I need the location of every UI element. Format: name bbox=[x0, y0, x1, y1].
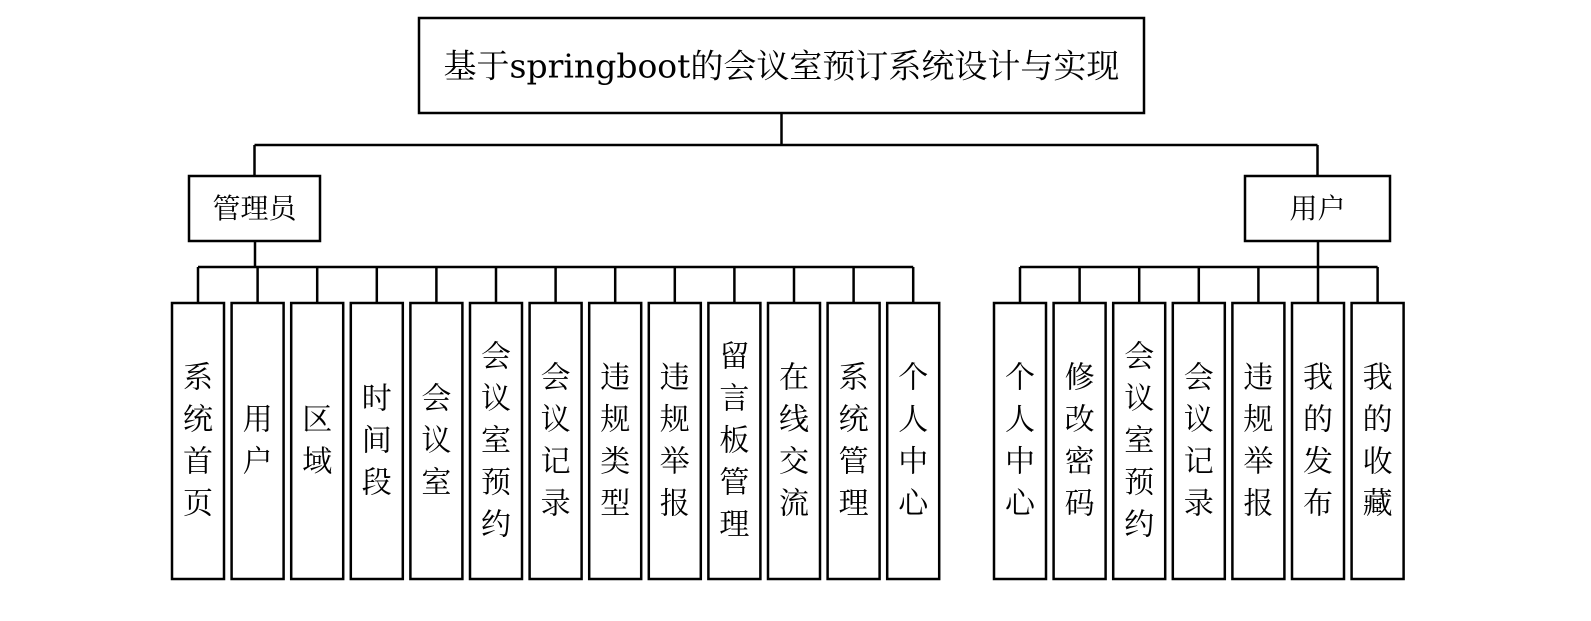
module-box bbox=[828, 303, 880, 579]
user-module-4 bbox=[1173, 303, 1225, 579]
module-label: 会议记录 bbox=[540, 360, 571, 522]
module-box bbox=[1292, 303, 1344, 579]
module-box bbox=[172, 303, 224, 579]
user-module-7 bbox=[1352, 303, 1404, 579]
module-label: 违规类型 bbox=[600, 360, 631, 522]
role-label-admin: 管理员 bbox=[212, 192, 297, 225]
admin-module-13 bbox=[887, 303, 939, 579]
module-label: 个人中心 bbox=[898, 360, 929, 522]
module-box bbox=[291, 303, 343, 579]
admin-module-2 bbox=[232, 303, 284, 579]
module-label: 系统管理 bbox=[838, 360, 869, 522]
module-box bbox=[768, 303, 820, 579]
root-node bbox=[419, 18, 1144, 113]
module-box bbox=[232, 303, 284, 579]
module-label: 违规举报 bbox=[1243, 360, 1274, 522]
module-label: 个人中心 bbox=[1005, 360, 1035, 522]
admin-module-6 bbox=[470, 303, 522, 579]
module-label: 区域 bbox=[302, 402, 333, 480]
admin-module-1 bbox=[172, 303, 224, 579]
diagram-title: 基于springboot的会议室预订系统设计与实现 bbox=[443, 46, 1120, 86]
admin-module-3 bbox=[291, 303, 343, 579]
module-box bbox=[1232, 303, 1284, 579]
module-label: 会议记录 bbox=[1183, 360, 1214, 522]
user-module-5 bbox=[1232, 303, 1284, 579]
module-label: 我的收藏 bbox=[1362, 360, 1393, 522]
module-label: 我的发布 bbox=[1303, 360, 1333, 522]
module-label: 会议室预约 bbox=[481, 339, 511, 543]
module-box bbox=[589, 303, 641, 579]
admin-module-7 bbox=[530, 303, 582, 579]
admin-module-8 bbox=[589, 303, 641, 579]
user-module-6 bbox=[1292, 303, 1344, 579]
module-label: 时间段 bbox=[361, 381, 392, 501]
admin-module-11 bbox=[768, 303, 820, 579]
admin-module-9 bbox=[649, 303, 701, 579]
user-module-list bbox=[994, 303, 1404, 579]
module-label: 违规举报 bbox=[659, 360, 690, 522]
module-label: 会议室 bbox=[421, 381, 452, 501]
user-module-1 bbox=[994, 303, 1046, 579]
module-box bbox=[1352, 303, 1404, 579]
role-node-user bbox=[1245, 176, 1390, 241]
module-box bbox=[1173, 303, 1225, 579]
module-label: 在线交流 bbox=[779, 360, 809, 522]
module-label: 用户 bbox=[242, 402, 273, 480]
admin-module-list bbox=[172, 303, 939, 579]
admin-module-10 bbox=[708, 303, 760, 579]
role-node-admin bbox=[189, 176, 320, 241]
admin-module-12 bbox=[828, 303, 880, 579]
module-label: 系统首页 bbox=[183, 360, 213, 522]
admin-module-5 bbox=[410, 303, 462, 579]
connector-lines bbox=[198, 113, 1378, 303]
admin-module-4 bbox=[351, 303, 403, 579]
user-module-2 bbox=[1054, 303, 1106, 579]
role-label-user: 用户 bbox=[1289, 192, 1346, 225]
user-module-3 bbox=[1113, 303, 1165, 579]
module-box bbox=[1054, 303, 1106, 579]
module-box bbox=[994, 303, 1046, 579]
module-box bbox=[649, 303, 701, 579]
module-label: 留言板管理 bbox=[719, 339, 750, 543]
module-box bbox=[530, 303, 582, 579]
module-box bbox=[887, 303, 939, 579]
module-label: 会议室预约 bbox=[1124, 339, 1155, 543]
module-label: 修改密码 bbox=[1064, 360, 1095, 522]
